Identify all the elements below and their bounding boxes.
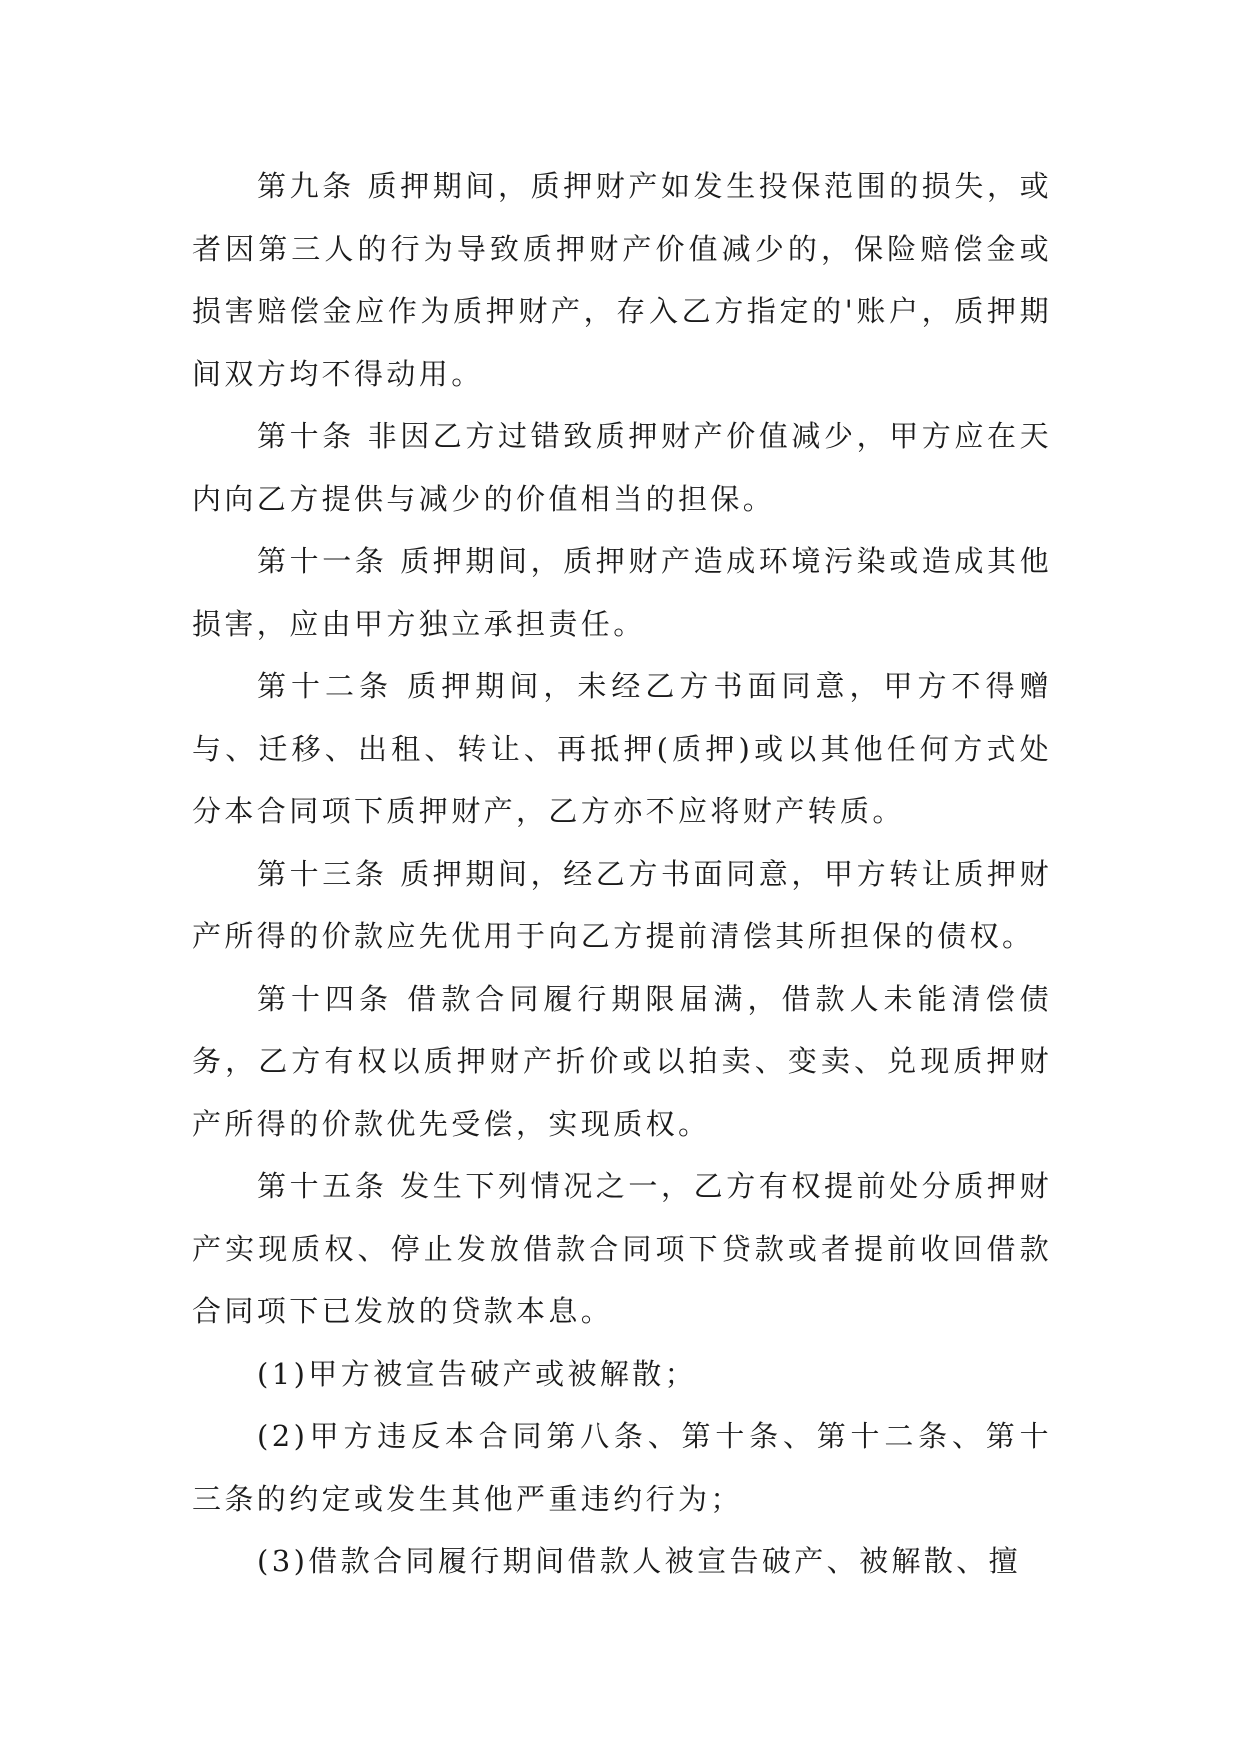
article-13-paragraph: 第十三条 质押期间，经乙方书面同意，甲方转让质押财产所得的价款应先优用于向乙方提前清偿其所担保的债权。 bbox=[192, 856, 1052, 953]
article-14-paragraph: 第十四条 借款合同履行期限届满，借款人未能清偿债务，乙方有权以质押财产折价或以拍卖、变卖、兑现质押财产所得的价款优先受偿，实现质权。 bbox=[192, 981, 1052, 1141]
article-9-paragraph: 第九条 质押期间，质押财产如发生投保范围的损失，或者因第三人的行为导致质押财产价值减少的，保险赔偿金或损害赔偿金应作为质押财产，存入乙方指定的'账户，质押期间双方均不得动用。 bbox=[192, 169, 1052, 391]
list-item-3: (3)借款合同履行期间借款人被宣告破产、被解散、擅 bbox=[257, 1544, 1022, 1578]
document-body bbox=[192, 155, 1052, 1593]
list-item-1: (1)甲方被宣告破产或被解散； bbox=[257, 1356, 698, 1391]
article-10-paragraph: 第十条 非因乙方过错致质押财产价值减少，甲方应在天内向乙方提供与减少的价值相当的担保。 bbox=[192, 419, 1052, 516]
article-15-paragraph: 第十五条 发生下列情况之一，乙方有权提前处分质押财产实现质权、停止发放借款合同项下贷款或者提前收回借款合同项下已发放的贷款本息。 bbox=[192, 1169, 1052, 1328]
list-item-2: (2)甲方违反本合同第八条、第十条、第十二条、第十三条的约定或发生其他严重违约行为； bbox=[192, 1419, 1052, 1516]
article-11-paragraph: 第十一条 质押期间，质押财产造成环境污染或造成其他损害，应由甲方独立承担责任。 bbox=[192, 544, 1052, 641]
article-12-paragraph: 第十二条 质押期间，未经乙方书面同意，甲方不得赠与、迁移、出租、转让、再抵押(质押)或以其他任何方式处分本合同项下质押财产，乙方亦不应将财产转质。 bbox=[192, 669, 1052, 828]
